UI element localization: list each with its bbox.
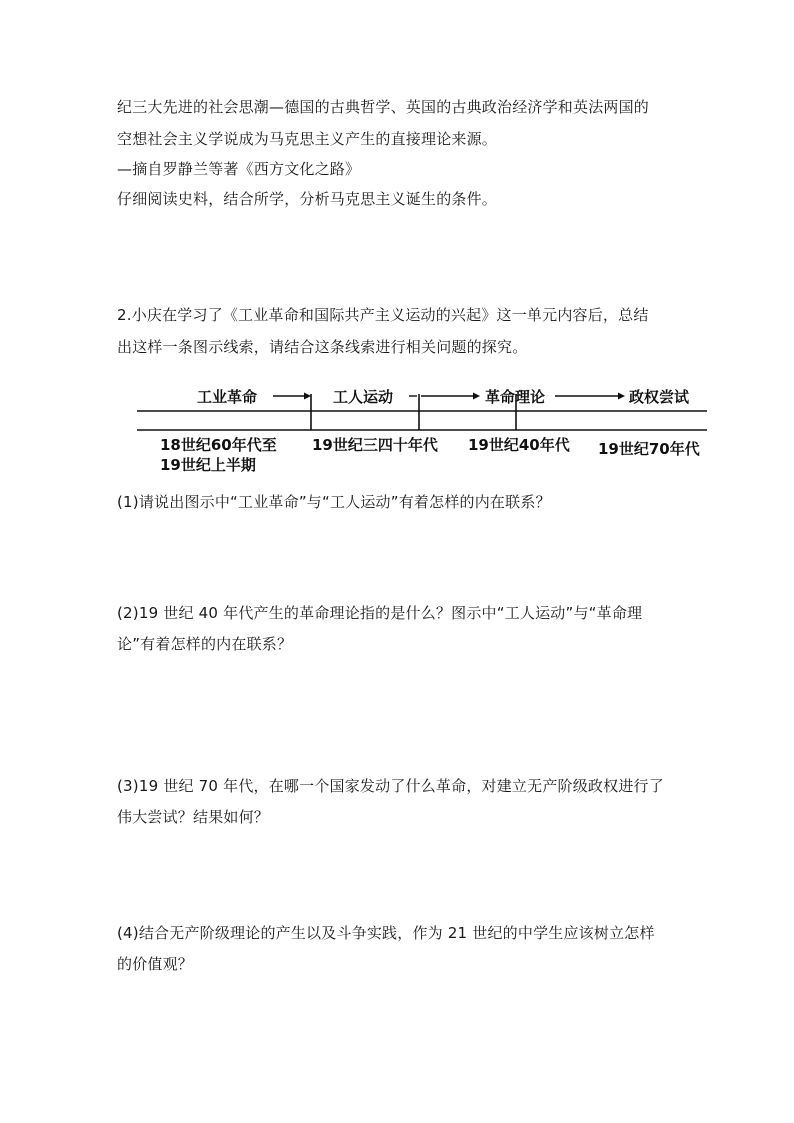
passage-line-1: 纪三大先进的社会思潮—德国的古典哲学、英国的古典政治经济学和英法两国的 <box>117 98 650 116</box>
subquestion-2-line-2: 论”有着怎样的内在联系？ <box>117 635 293 653</box>
stage-label-workers-movement: 工人运动 <box>333 388 394 406</box>
subquestion-4-line-1: (4)结合无产阶级理论的产生以及斗争实践，作为 21 世纪的中学生应该树立怎样 <box>117 924 655 942</box>
stage-label-regime-attempt: 政权尝试 <box>629 388 690 406</box>
period-label-1b: 19世纪上半期 <box>160 456 256 474</box>
subquestion-4-line-2: 的价值观？ <box>117 955 194 973</box>
subquestion-2-line-1: (2)19 世纪 40 年代产生的革命理论指的是什么？图示中“工人运动”与“革命理 <box>117 604 643 622</box>
passage-task: 仔细阅读史料，结合所学，分析马克思主义诞生的条件。 <box>117 190 498 208</box>
stage-label-revolutionary-theory: 革命理论 <box>485 388 546 406</box>
question-2-line-1: 2.小庆在学习了《工业革命和国际共产主义运动的兴起》这一单元内容后，总结 <box>117 306 649 324</box>
passage-line-2: 空想社会主义学说成为马克思主义产生的直接理论来源。 <box>117 130 498 148</box>
question-2-line-2: 出这样一条图示线索，请结合这条线索进行相关问题的探究。 <box>117 338 528 356</box>
subquestion-1: (1)请说出图示中“工业革命”与“工人运动”有着怎样的内在联系？ <box>117 493 551 511</box>
period-label-3: 19世纪40年代 <box>468 436 570 454</box>
arrow-3-head <box>473 393 480 400</box>
timeline-diagram <box>137 382 707 482</box>
passage-source: —摘自罗静兰等著《西方文化之路》 <box>117 160 361 178</box>
subquestion-3-line-1: (3)19 世纪 70 年代，在哪一个国家发动了什么革命，对建立无产阶级政权进行了 <box>117 777 664 795</box>
period-label-2: 19世纪三四十年代 <box>312 436 438 454</box>
subquestion-3-line-2: 伟大尝试？结果如何？ <box>117 808 270 826</box>
period-label-4: 19世纪70年代 <box>598 440 700 458</box>
arrow-1-head <box>304 393 311 400</box>
stage-label-industrial-revolution: 工业革命 <box>197 388 258 406</box>
period-label-1a: 18世纪60年代至 <box>160 436 277 454</box>
arrow-4-head <box>618 393 625 400</box>
